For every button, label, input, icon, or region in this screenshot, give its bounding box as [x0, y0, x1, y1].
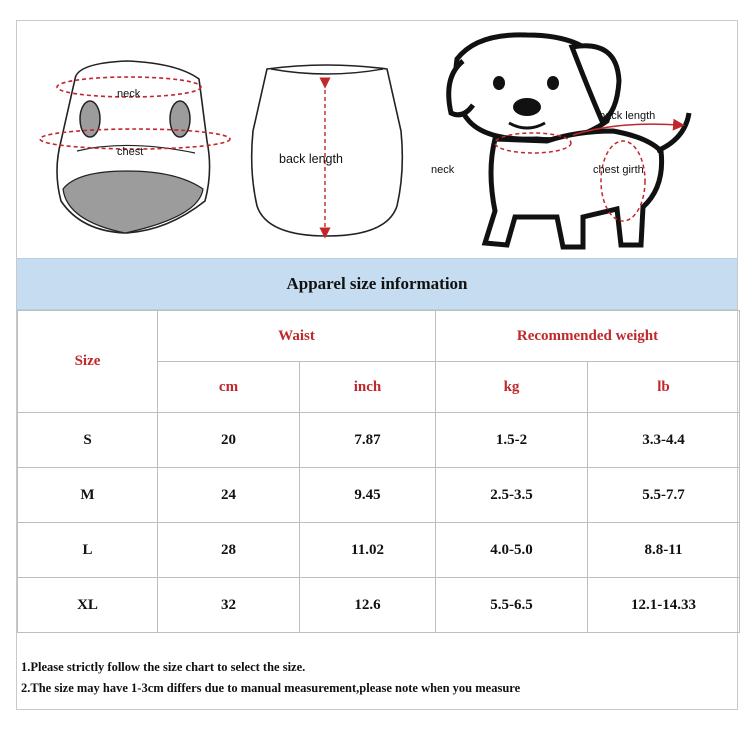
row-kg-cell: 2.5-3.5 — [436, 468, 588, 523]
row-inch-cell: 9.45 — [300, 468, 436, 523]
unit-lb-header: lb — [588, 362, 740, 413]
row-size-cell: XL — [18, 578, 158, 633]
row-cm-cell: 32 — [158, 578, 300, 633]
vest-neck-label: neck — [117, 88, 141, 100]
row-kg-cell: 5.5-6.5 — [436, 578, 588, 633]
notes-section — [17, 632, 737, 710]
vest-front-diagram — [40, 61, 230, 233]
row-cm-cell: 20 — [158, 413, 300, 468]
weight-header: Recommended weight — [436, 311, 740, 362]
table-row — [18, 523, 740, 578]
note-line: 1.Please strictly follow the size chart to select the size. — [21, 660, 306, 674]
row-inch-cell: 7.87 — [300, 413, 436, 468]
vest-chest-label: chest — [117, 146, 144, 158]
unit-kg-header: kg — [436, 362, 588, 413]
size-header: Size — [18, 311, 158, 413]
table-title: Apparel size information — [286, 274, 468, 293]
row-kg-cell: 1.5-2 — [436, 413, 588, 468]
dog-neck-label: neck — [431, 164, 455, 176]
table-row — [18, 578, 740, 633]
unit-cm-header: cm — [158, 362, 300, 413]
note-line: 2.The size may have 1-3cm differs due to manual measurement,please note when you measure — [21, 681, 521, 695]
row-inch-cell: 12.6 — [300, 578, 436, 633]
measurement-illustration — [17, 21, 737, 256]
table-row — [18, 468, 740, 523]
row-lb-cell: 3.3-4.4 — [588, 413, 740, 468]
row-lb-cell: 12.1-14.33 — [588, 578, 740, 633]
waist-header: Waist — [158, 311, 436, 362]
dog-back-length-label: back length — [599, 110, 656, 122]
table-title-band — [17, 258, 737, 310]
row-lb-cell: 5.5-7.7 — [588, 468, 740, 523]
row-size-cell: L — [18, 523, 158, 578]
unit-inch-header: inch — [300, 362, 436, 413]
size-table — [17, 310, 740, 633]
table-row — [18, 413, 740, 468]
row-lb-cell: 8.8-11 — [588, 523, 740, 578]
dog-chest-girth-label: chest girth — [593, 164, 644, 176]
row-kg-cell: 4.0-5.0 — [436, 523, 588, 578]
row-size-cell: M — [18, 468, 158, 523]
vest-back-diagram — [252, 65, 403, 236]
row-inch-cell: 11.02 — [300, 523, 436, 578]
row-size-cell: S — [18, 413, 158, 468]
row-cm-cell: 24 — [158, 468, 300, 523]
dog-diagram — [431, 35, 689, 247]
vest-back-length-label: back length — [279, 152, 343, 166]
row-cm-cell: 28 — [158, 523, 300, 578]
